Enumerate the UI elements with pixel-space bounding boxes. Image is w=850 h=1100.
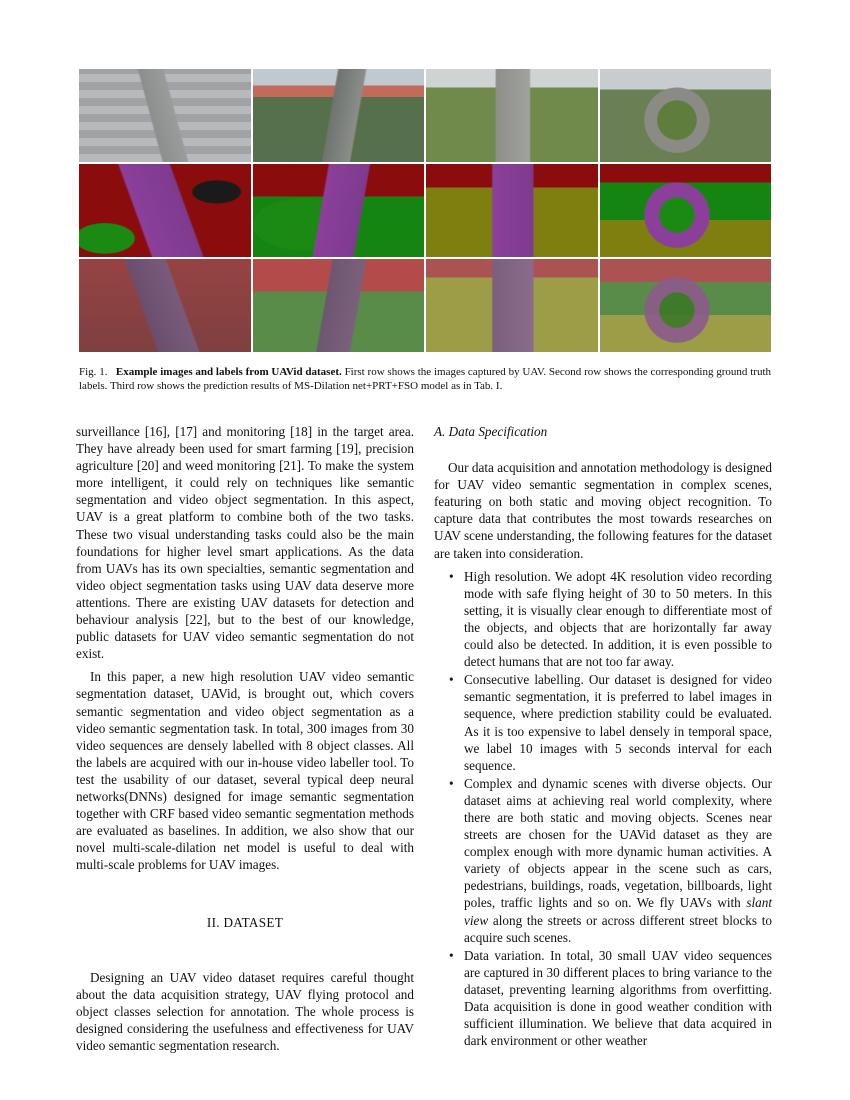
list-item-complex-scenes xyxy=(434,775,772,946)
list-item-text-tail: along the streets or across different street blocks to acquire such scenes. xyxy=(464,912,773,945)
caption-text: First row shows the images captured by UAV. Second row shows the corresponding ground truth labels. Third row shows the prediction results of MS-Dilation net+PRT+FSO model as in Tab. I. xyxy=(79,366,771,392)
bullet-icon: • xyxy=(449,775,454,791)
bullet-icon: • xyxy=(449,568,454,584)
paragraph-this-paper: In this paper, a new high resolution UAV video semantic segmentation dataset, UAVid, is brought out, which covers semantic segmentation and video object segmentation as a video semantic segmentation task. In total, 300 images from 30 video sequences are densely labelled with 8 object classes. All the labels are acquired with our in-house video labeller tool. To test the usability of our dataset, several typical deep neural networks(DNNs) designed for image semantic segmentation together with CRF based video semantic segmentation methods are evaluated as baselines. In addition, we also show that our novel multi-scale-dilation net model is useful to deal with multi-scale problems for UAV images. xyxy=(76,669,414,873)
list-item-text: Data variation. In total, 30 small UAV video sequences are captured in 30 different places to bring variance to the dataset, preventing learning algorithms from overfitting. Data acquisition is done in good weather condition with sufficient illumination. We believe that data acquired in dark environment or other weather xyxy=(464,947,772,1049)
subsection-heading-data-specification: A. Data Specification xyxy=(434,424,548,439)
figure-caption xyxy=(79,366,771,393)
uav-image-3 xyxy=(426,69,598,162)
list-item-text: Consecutive labelling. Our dataset is designed for video semantic segmentation, it is preferred to label images in sequence, where prediction stability could be evaluated. As it is too expensive to label densely in temporal space, we label 10 images with 5 seconds interval for each sequence. xyxy=(464,672,772,773)
section-heading-dataset: II. DATASET xyxy=(206,915,284,931)
left-column xyxy=(76,423,414,1060)
list-item-high-resolution xyxy=(434,568,772,671)
bullet-icon: • xyxy=(449,947,454,963)
ground-truth-label-4 xyxy=(600,164,772,257)
list-item-text: High resolution. We adopt 4K resolution video recording mode with safe flying height of 30 to 50 meters. In this setting, it is visually clear enough to differentiate most of the objects, and objects that are horizontally far away could also be detected. In addition, it is even possible to detect humans that are not too far away. xyxy=(464,568,772,670)
uav-image-4 xyxy=(600,69,772,162)
ground-truth-label-2 xyxy=(253,164,425,257)
emphasis-slant-view: slant view xyxy=(464,895,772,928)
prediction-result-1 xyxy=(79,259,251,352)
figure-1-grid xyxy=(79,69,771,352)
list-item-text: Complex and dynamic scenes with diverse objects. Our dataset aims at achieving real world complexity, where there are both static and moving objects. Scenes near streets are chosen for the UAVid dataset as they are complex enough with more dynamic human activities. A variety of objects appear in the scene such as cars, pedestrians, buildings, roads, vegetation, billboards, light poles, traffic lights and so on. We fly UAVs with xyxy=(464,775,772,911)
paragraph-surveillance: surveillance [16], [17] and monitoring [18] in the target area. They have already been used for smart farming [19], precision agriculture [20] and weed monitoring [21]. To make the system more intelligent, it could rely on techniques like semantic segmentation and video object segmentation. In this aspect, UAV is a great platform to combine both of the two tasks. These two visual understanding tasks could also be the main foundations for higher level smart applications. As the data from UAVs has its own specialties, semantic segmentation and video object segmentation tasks using UAV data deserve more attentions. There are existing UAV datasets for detection and behaviour analysis [22], but to the best of our knowledge, public datasets for UAV video semantic segmentation do not exist. xyxy=(76,424,414,662)
paragraph-methodology: Our data acquisition and annotation methodology is designed for UAV video semantic segmentation in complex scenes, featuring on both static and moving object recognition. To capture data that contributes the most towards researches on UAV scene understanding, the following features for the dataset are taken into consideration. xyxy=(434,460,772,561)
list-item-data-variation xyxy=(434,947,772,1050)
caption-label: Fig. 1. xyxy=(79,366,108,378)
ground-truth-label-3 xyxy=(426,164,598,257)
feature-list xyxy=(434,568,772,1050)
right-column xyxy=(434,423,772,1050)
uav-image-1 xyxy=(79,69,251,162)
ground-truth-label-1 xyxy=(79,164,251,257)
uav-image-2 xyxy=(253,69,425,162)
list-item-consecutive-labelling xyxy=(434,671,772,774)
prediction-result-3 xyxy=(426,259,598,352)
prediction-result-4 xyxy=(600,259,772,352)
bullet-icon: • xyxy=(449,672,454,688)
paragraph-dataset-design: Designing an UAV video dataset requires careful thought about the data acquisition strategy, UAV flying protocol and object classes selection for annotation. The whole process is designed considering the usefulness and effectiveness for UAV video semantic segmentation research. xyxy=(76,969,414,1053)
prediction-result-2 xyxy=(253,259,425,352)
caption-title: Example images and labels from UAVid dataset. xyxy=(115,366,342,378)
